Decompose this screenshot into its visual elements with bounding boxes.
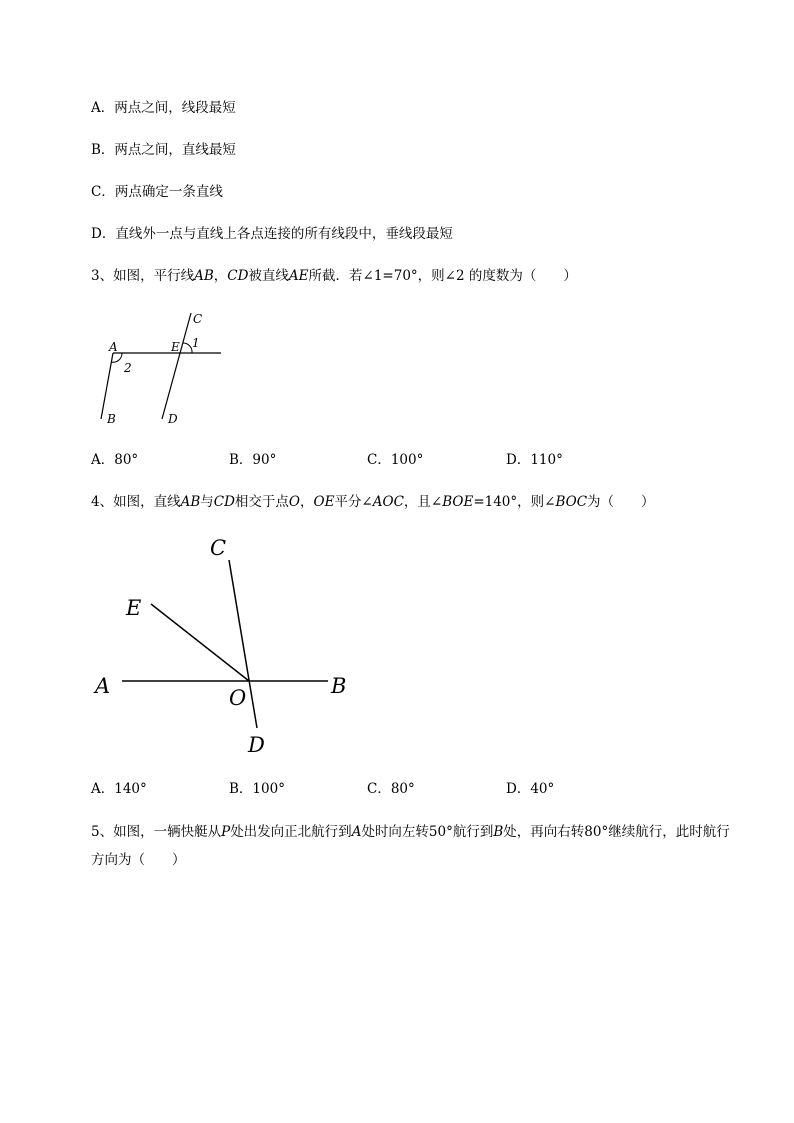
q3-option-d: D．110° (506, 452, 563, 468)
angle-1-arc (183, 343, 192, 353)
prev-option-d: D．直线外一点与直线上各点连接的所有线段中，垂线段最短 (91, 226, 453, 242)
label-2: 2 (124, 361, 132, 375)
line-ab (101, 353, 113, 419)
label-c: C (193, 312, 203, 326)
question-3-stem: 3、如图，平行线AB，CD被直线AE所截．若∠1=70°，则∠2 的度数为（ ） (91, 268, 577, 284)
q3-option-a: A．80° (91, 452, 139, 468)
line-cd (162, 313, 191, 419)
q4-option-a: A．140° (91, 781, 147, 797)
label-a: A (95, 674, 111, 698)
q3-option-c: C．100° (367, 452, 424, 468)
label-b: B (107, 412, 116, 426)
q3-option-b: B．90° (229, 452, 277, 468)
label-e: E (126, 596, 142, 620)
question-5-stem: 5、如图，一辆快艇从P处出发向正北航行到A处时向左转50°航行到B处，再向右转80°继续航行，此时航行方向为（ ） (91, 824, 730, 868)
q4-option-d: D．40° (506, 781, 555, 797)
ray-oe (151, 604, 249, 681)
label-o: O (229, 686, 247, 710)
label-a: A (109, 340, 118, 354)
label-b: B (331, 674, 347, 698)
label-c: C (210, 536, 227, 560)
label-d: D (248, 733, 265, 757)
prev-option-b: B．两点之间，直线最短 (91, 142, 236, 158)
question-4-stem: 4、如图，直线AB与CD相交于点O，OE平分∠AOC，且∠BOE=140°，则∠BOC为（ ） (91, 494, 655, 510)
question-4-figure (90, 530, 360, 760)
label-e: E (171, 340, 180, 354)
question-3-figure (95, 305, 235, 430)
prev-option-c: C．两点确定一条直线 (91, 184, 223, 200)
q4-option-b: B．100° (229, 781, 285, 797)
label-1: 1 (192, 336, 200, 350)
label-d: D (168, 412, 178, 426)
q4-option-c: C．80° (367, 781, 415, 797)
prev-option-a: A．两点之间，线段最短 (91, 100, 236, 116)
